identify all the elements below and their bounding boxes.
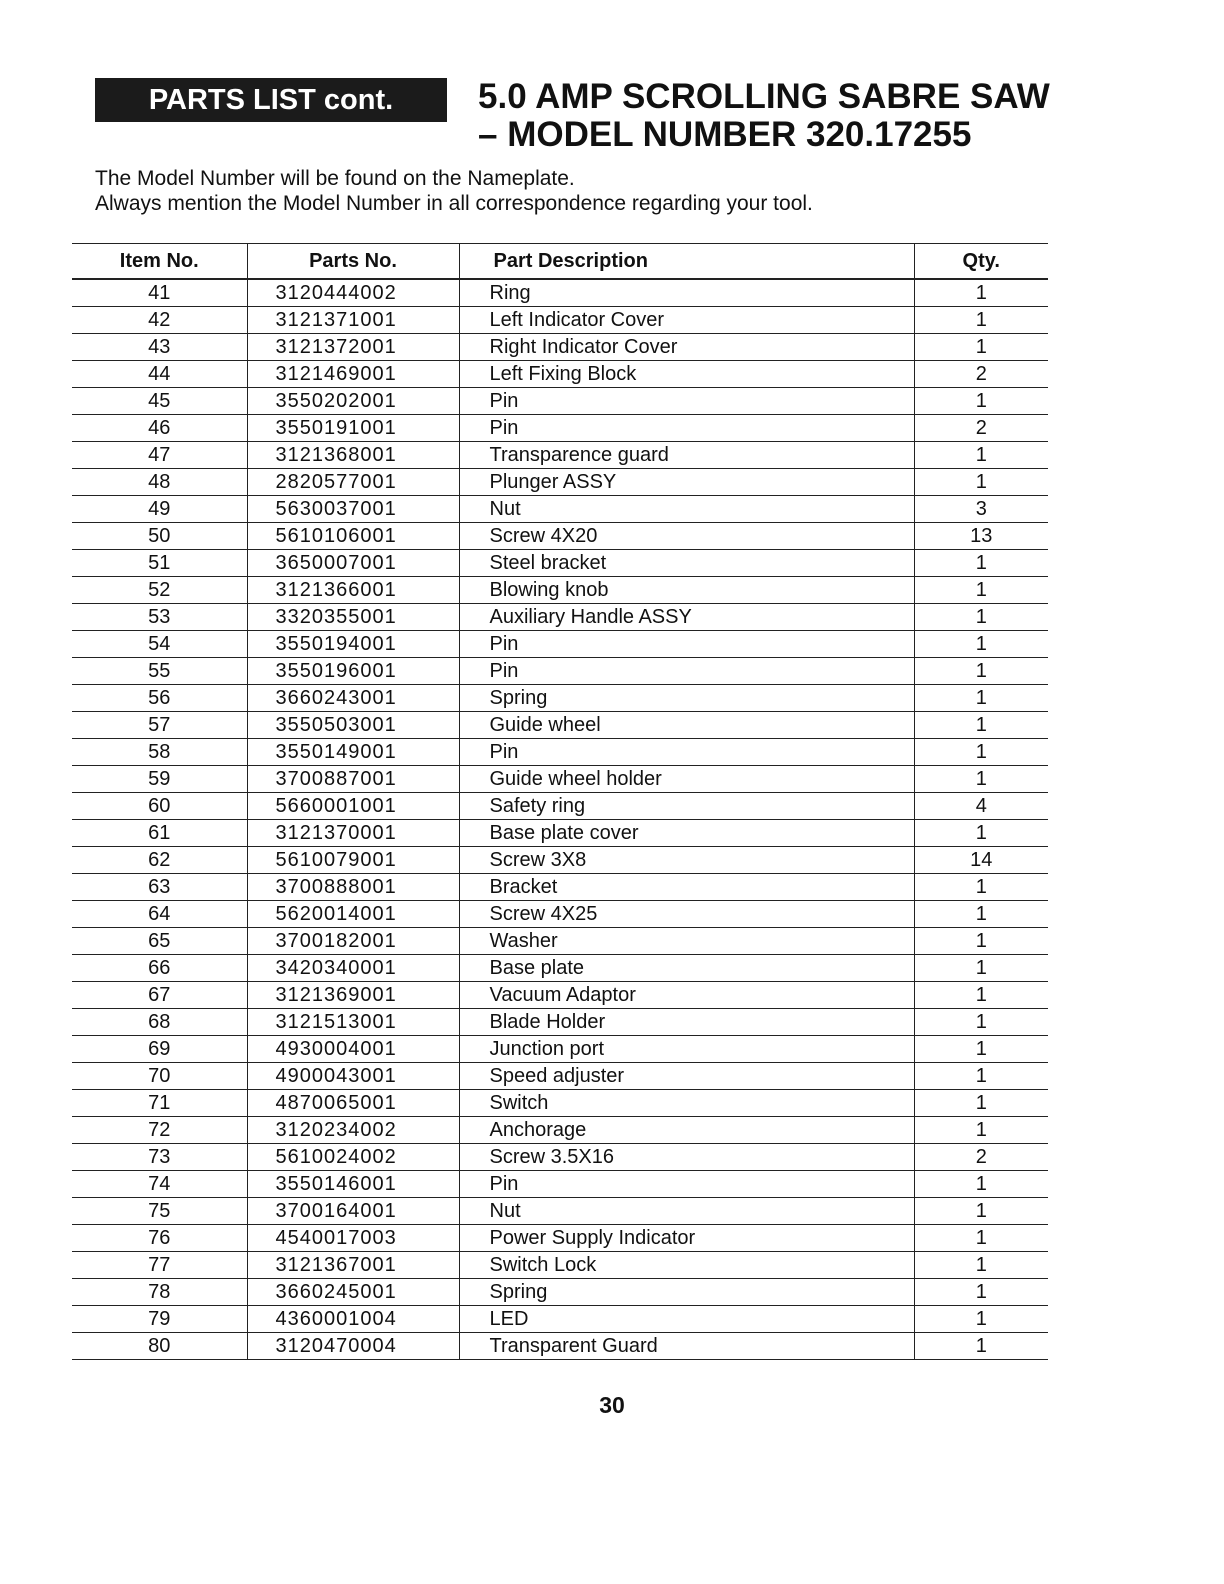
part-description-cell: Blowing knob — [459, 577, 914, 604]
qty-cell: 1 — [914, 307, 1048, 334]
table-row — [72, 1333, 1048, 1360]
parts-no-cell: 5610024002 — [247, 1144, 459, 1171]
part-description-cell: Right Indicator Cover — [459, 334, 914, 361]
parts-no-cell: 3120234002 — [247, 1117, 459, 1144]
table-row — [72, 1225, 1048, 1252]
part-description-cell: Transparent Guard — [459, 1333, 914, 1360]
qty-cell: 1 — [914, 388, 1048, 415]
qty-cell: 1 — [914, 469, 1048, 496]
parts-no-cell: 3550191001 — [247, 415, 459, 442]
item-no-cell: 77 — [72, 1252, 247, 1279]
qty-cell: 1 — [914, 1009, 1048, 1036]
part-description-cell: Base plate cover — [459, 820, 914, 847]
header-qty: Qty. — [914, 244, 1048, 280]
qty-cell: 1 — [914, 1117, 1048, 1144]
parts-no-cell: 3420340001 — [247, 955, 459, 982]
table-row — [72, 361, 1048, 388]
part-description-cell: LED — [459, 1306, 914, 1333]
table-row — [72, 442, 1048, 469]
table-row — [72, 604, 1048, 631]
part-description-cell: Bracket — [459, 874, 914, 901]
parts-no-cell: 3700182001 — [247, 928, 459, 955]
intro-line-1: The Model Number will be found on the Nameplate. — [95, 167, 575, 190]
parts-no-cell: 2820577001 — [247, 469, 459, 496]
table-row — [72, 1198, 1048, 1225]
table-row — [72, 523, 1048, 550]
part-description-cell: Guide wheel holder — [459, 766, 914, 793]
qty-cell: 1 — [914, 1063, 1048, 1090]
qty-cell: 1 — [914, 1252, 1048, 1279]
qty-cell: 1 — [914, 658, 1048, 685]
parts-no-cell: 3120444002 — [247, 279, 459, 307]
item-no-cell: 43 — [72, 334, 247, 361]
item-no-cell: 69 — [72, 1036, 247, 1063]
item-no-cell: 57 — [72, 712, 247, 739]
item-no-cell: 53 — [72, 604, 247, 631]
parts-no-cell: 3121367001 — [247, 1252, 459, 1279]
table-row — [72, 1252, 1048, 1279]
qty-cell: 1 — [914, 577, 1048, 604]
part-description-cell: Pin — [459, 415, 914, 442]
qty-cell: 1 — [914, 604, 1048, 631]
qty-cell: 2 — [914, 361, 1048, 388]
parts-no-cell: 3660245001 — [247, 1279, 459, 1306]
table-row — [72, 793, 1048, 820]
table-row — [72, 1144, 1048, 1171]
parts-no-cell: 3121372001 — [247, 334, 459, 361]
part-description-cell: Transparence guard — [459, 442, 914, 469]
parts-no-cell: 5660001001 — [247, 793, 459, 820]
table-row — [72, 955, 1048, 982]
part-description-cell: Switch — [459, 1090, 914, 1117]
parts-no-cell: 3700888001 — [247, 874, 459, 901]
qty-cell: 2 — [914, 1144, 1048, 1171]
qty-cell: 13 — [914, 523, 1048, 550]
item-no-cell: 80 — [72, 1333, 247, 1360]
qty-cell: 1 — [914, 712, 1048, 739]
item-no-cell: 42 — [72, 307, 247, 334]
table-row — [72, 415, 1048, 442]
parts-no-cell: 3700164001 — [247, 1198, 459, 1225]
part-description-cell: Pin — [459, 631, 914, 658]
item-no-cell: 79 — [72, 1306, 247, 1333]
part-description-cell: Pin — [459, 739, 914, 766]
item-no-cell: 55 — [72, 658, 247, 685]
qty-cell: 1 — [914, 1279, 1048, 1306]
parts-table-body — [72, 279, 1048, 1360]
item-no-cell: 62 — [72, 847, 247, 874]
table-row — [72, 334, 1048, 361]
header-part-description: Part Description — [459, 244, 914, 280]
header-parts-no: Parts No. — [247, 244, 459, 280]
item-no-cell: 66 — [72, 955, 247, 982]
table-row — [72, 1090, 1048, 1117]
parts-no-cell: 3550149001 — [247, 739, 459, 766]
parts-no-cell: 3121370001 — [247, 820, 459, 847]
item-no-cell: 54 — [72, 631, 247, 658]
qty-cell: 1 — [914, 1090, 1048, 1117]
table-row — [72, 550, 1048, 577]
table-row — [72, 1306, 1048, 1333]
table-row — [72, 496, 1048, 523]
table-row — [72, 1171, 1048, 1198]
qty-cell: 1 — [914, 874, 1048, 901]
parts-no-cell: 4540017003 — [247, 1225, 459, 1252]
part-description-cell: Blade Holder — [459, 1009, 914, 1036]
table-row — [72, 307, 1048, 334]
part-description-cell: Base plate — [459, 955, 914, 982]
item-no-cell: 78 — [72, 1279, 247, 1306]
part-description-cell: Nut — [459, 1198, 914, 1225]
qty-cell: 1 — [914, 685, 1048, 712]
part-description-cell: Pin — [459, 658, 914, 685]
section-badge: PARTS LIST cont. — [95, 78, 447, 122]
item-no-cell: 65 — [72, 928, 247, 955]
parts-no-cell: 3120470004 — [247, 1333, 459, 1360]
qty-cell: 14 — [914, 847, 1048, 874]
part-description-cell: Screw 3X8 — [459, 847, 914, 874]
item-no-cell: 73 — [72, 1144, 247, 1171]
part-description-cell: Left Fixing Block — [459, 361, 914, 388]
table-row — [72, 901, 1048, 928]
parts-table — [72, 243, 1048, 1360]
item-no-cell: 76 — [72, 1225, 247, 1252]
parts-no-cell: 5630037001 — [247, 496, 459, 523]
item-no-cell: 52 — [72, 577, 247, 604]
item-no-cell: 61 — [72, 820, 247, 847]
parts-table-container — [72, 243, 1048, 1360]
part-description-cell: Pin — [459, 1171, 914, 1198]
part-description-cell: Pin — [459, 388, 914, 415]
table-row — [72, 658, 1048, 685]
qty-cell: 1 — [914, 1171, 1048, 1198]
qty-cell: 1 — [914, 442, 1048, 469]
qty-cell: 1 — [914, 901, 1048, 928]
qty-cell: 1 — [914, 1225, 1048, 1252]
table-row — [72, 1009, 1048, 1036]
parts-no-cell: 3700887001 — [247, 766, 459, 793]
table-row — [72, 631, 1048, 658]
part-description-cell: Screw 4X25 — [459, 901, 914, 928]
table-row — [72, 388, 1048, 415]
table-row — [72, 1036, 1048, 1063]
part-description-cell: Ring — [459, 279, 914, 307]
parts-no-cell: 3121366001 — [247, 577, 459, 604]
item-no-cell: 49 — [72, 496, 247, 523]
item-no-cell: 59 — [72, 766, 247, 793]
parts-no-cell: 4930004001 — [247, 1036, 459, 1063]
item-no-cell: 75 — [72, 1198, 247, 1225]
item-no-cell: 56 — [72, 685, 247, 712]
item-no-cell: 74 — [72, 1171, 247, 1198]
qty-cell: 1 — [914, 928, 1048, 955]
parts-no-cell: 5620014001 — [247, 901, 459, 928]
part-description-cell: Anchorage — [459, 1117, 914, 1144]
qty-cell: 1 — [914, 334, 1048, 361]
item-no-cell: 48 — [72, 469, 247, 496]
part-description-cell: Switch Lock — [459, 1252, 914, 1279]
parts-no-cell: 3650007001 — [247, 550, 459, 577]
part-description-cell: Left Indicator Cover — [459, 307, 914, 334]
item-no-cell: 46 — [72, 415, 247, 442]
part-description-cell: Safety ring — [459, 793, 914, 820]
part-description-cell: Vacuum Adaptor — [459, 982, 914, 1009]
item-no-cell: 70 — [72, 1063, 247, 1090]
parts-no-cell: 4870065001 — [247, 1090, 459, 1117]
parts-no-cell: 5610106001 — [247, 523, 459, 550]
part-description-cell: Junction port — [459, 1036, 914, 1063]
header-item-no: Item No. — [72, 244, 247, 280]
table-row — [72, 712, 1048, 739]
qty-cell: 1 — [914, 955, 1048, 982]
item-no-cell: 64 — [72, 901, 247, 928]
qty-cell: 1 — [914, 279, 1048, 307]
parts-no-cell: 4360001004 — [247, 1306, 459, 1333]
part-description-cell: Washer — [459, 928, 914, 955]
part-description-cell: Plunger ASSY — [459, 469, 914, 496]
table-row — [72, 577, 1048, 604]
table-row — [72, 928, 1048, 955]
qty-cell: 4 — [914, 793, 1048, 820]
part-description-cell: Speed adjuster — [459, 1063, 914, 1090]
intro-text — [95, 166, 813, 216]
parts-no-cell: 3660243001 — [247, 685, 459, 712]
item-no-cell: 58 — [72, 739, 247, 766]
item-no-cell: 44 — [72, 361, 247, 388]
table-row — [72, 982, 1048, 1009]
part-description-cell: Screw 3.5X16 — [459, 1144, 914, 1171]
table-row — [72, 847, 1048, 874]
page-number: 30 — [599, 1392, 625, 1418]
parts-no-cell: 3550503001 — [247, 712, 459, 739]
qty-cell: 1 — [914, 820, 1048, 847]
qty-cell: 3 — [914, 496, 1048, 523]
qty-cell: 2 — [914, 415, 1048, 442]
item-no-cell: 50 — [72, 523, 247, 550]
page-title — [478, 78, 1050, 154]
parts-no-cell: 3550202001 — [247, 388, 459, 415]
item-no-cell: 41 — [72, 279, 247, 307]
qty-cell: 1 — [914, 631, 1048, 658]
qty-cell: 1 — [914, 1036, 1048, 1063]
part-description-cell: Screw 4X20 — [459, 523, 914, 550]
item-no-cell: 51 — [72, 550, 247, 577]
table-row — [72, 739, 1048, 766]
table-row — [72, 820, 1048, 847]
table-row — [72, 874, 1048, 901]
parts-no-cell: 3320355001 — [247, 604, 459, 631]
parts-no-cell: 3121369001 — [247, 982, 459, 1009]
parts-no-cell: 3121371001 — [247, 307, 459, 334]
qty-cell: 1 — [914, 1333, 1048, 1360]
parts-no-cell: 3550194001 — [247, 631, 459, 658]
item-no-cell: 63 — [72, 874, 247, 901]
part-description-cell: Power Supply Indicator — [459, 1225, 914, 1252]
item-no-cell: 68 — [72, 1009, 247, 1036]
table-row — [72, 469, 1048, 496]
parts-no-cell: 5610079001 — [247, 847, 459, 874]
title-line-1: 5.0 AMP SCROLLING SABRE SAW — [478, 77, 1050, 116]
parts-no-cell: 3550196001 — [247, 658, 459, 685]
item-no-cell: 47 — [72, 442, 247, 469]
parts-no-cell: 3121469001 — [247, 361, 459, 388]
part-description-cell: Steel bracket — [459, 550, 914, 577]
part-description-cell: Guide wheel — [459, 712, 914, 739]
item-no-cell: 72 — [72, 1117, 247, 1144]
table-row — [72, 1279, 1048, 1306]
item-no-cell: 60 — [72, 793, 247, 820]
part-description-cell: Nut — [459, 496, 914, 523]
parts-no-cell: 3121368001 — [247, 442, 459, 469]
qty-cell: 1 — [914, 739, 1048, 766]
parts-no-cell: 3550146001 — [247, 1171, 459, 1198]
intro-line-2: Always mention the Model Number in all correspondence regarding your tool. — [95, 192, 813, 215]
part-description-cell: Spring — [459, 1279, 914, 1306]
table-row — [72, 1117, 1048, 1144]
table-row — [72, 766, 1048, 793]
parts-no-cell: 3121513001 — [247, 1009, 459, 1036]
item-no-cell: 45 — [72, 388, 247, 415]
qty-cell: 1 — [914, 1306, 1048, 1333]
qty-cell: 1 — [914, 1198, 1048, 1225]
item-no-cell: 71 — [72, 1090, 247, 1117]
qty-cell: 1 — [914, 550, 1048, 577]
table-header-row — [72, 244, 1048, 280]
table-row — [72, 1063, 1048, 1090]
qty-cell: 1 — [914, 982, 1048, 1009]
item-no-cell: 67 — [72, 982, 247, 1009]
part-description-cell: Auxiliary Handle ASSY — [459, 604, 914, 631]
table-row — [72, 685, 1048, 712]
parts-no-cell: 4900043001 — [247, 1063, 459, 1090]
title-line-2: – MODEL NUMBER 320.17255 — [478, 115, 972, 154]
qty-cell: 1 — [914, 766, 1048, 793]
part-description-cell: Spring — [459, 685, 914, 712]
table-row — [72, 279, 1048, 307]
